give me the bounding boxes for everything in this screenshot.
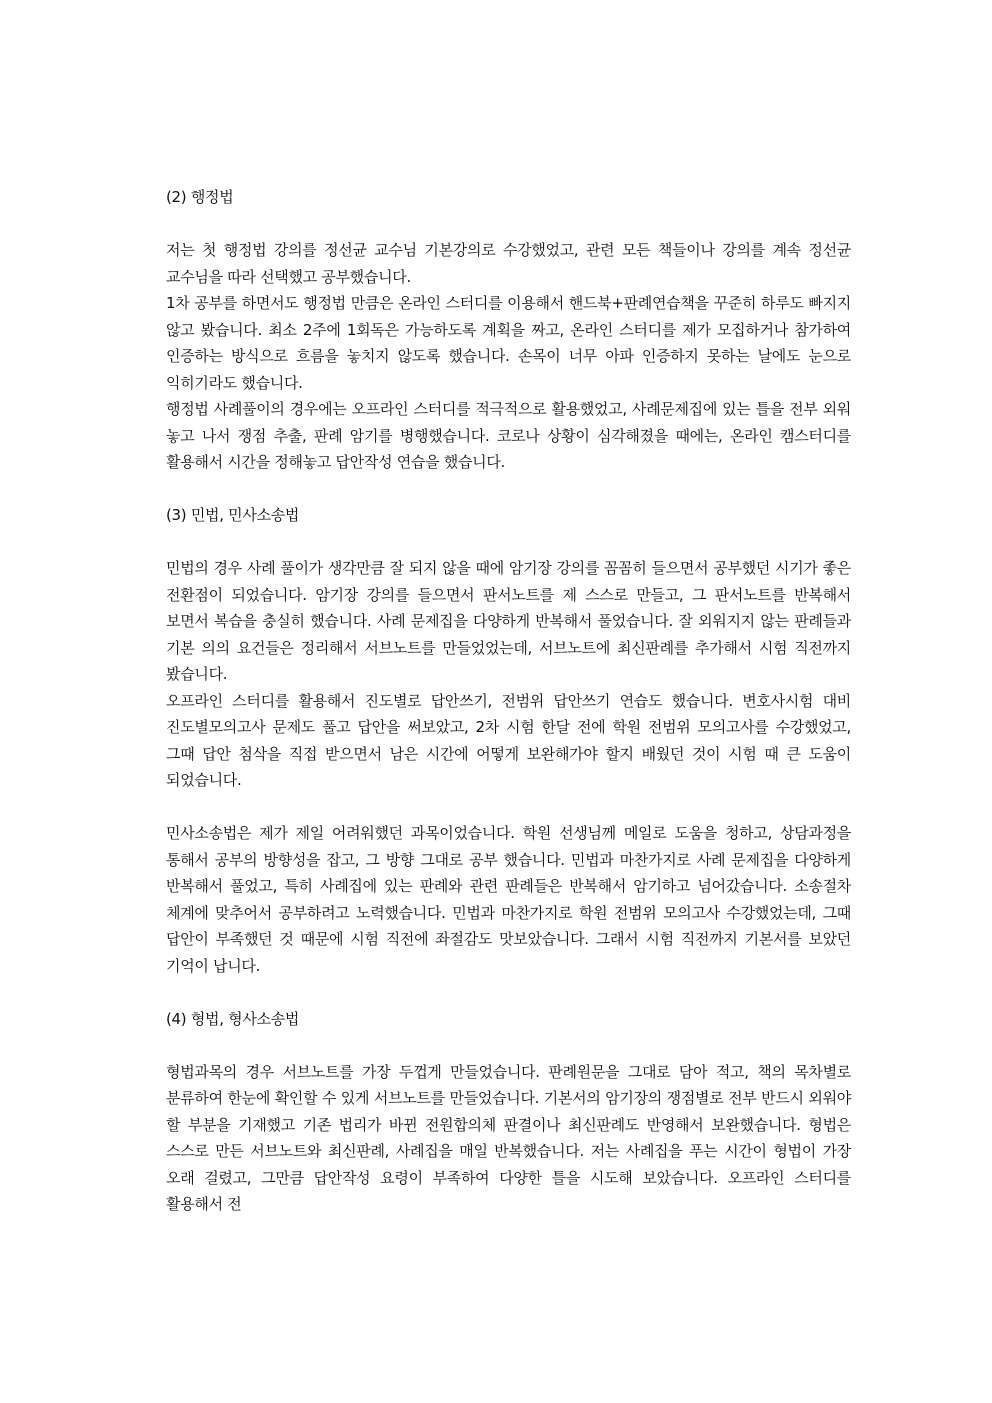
spacer	[166, 794, 851, 821]
spacer	[166, 1032, 851, 1059]
spacer	[166, 476, 851, 503]
section-heading-criminal-law: (4) 형법, 형사소송법	[166, 1009, 300, 1028]
paragraph: 저는 첫 행정법 강의를 정선균 교수님 기본강의로 수강했었고, 관련 모든 책들이나 강의를 계속 정선균 교수님을 따라 선택했고 공부했습니다.	[166, 241, 851, 286]
section-heading-civil-law: (3) 민법, 민사소송법	[166, 506, 300, 524]
paragraph: 오프라인 스터디를 활용해서 진도별로 답안쓰기, 전범위 답안쓰기 연습도 했습니다. 변호사시험 대비 진도별모의고사 문제도 풀고 답안을 써보았고, 2차 시험 한달 전에 학원 전범위 모의고사를 수강했었고, 그때 답안 첨삭을 직접 받으면서 남은 시간에 어떻게 보완해가야 할지 배웠던 것이 시험 때 큰 도움이 되었습니다.	[166, 691, 851, 789]
paragraph: 민법의 경우 사례 풀이가 생각만큼 잘 되지 않을 때에 암기장 강의를 꼼꼼히 들으면서 공부했던 시기가 좋은 전환점이 되었습니다. 암기장 강의를 들으면서 판서노트를 제 스스로 만들고, 그 판서노트를 반복해서 보면서 복습을 충실히 했습니다. 사례 문제집을 다양하게 반복해서 풀었습니다. 잘 외워지지 않는 판례들과 기본 의의 요건들은 정리해서 서브노트를 만들었었는데, 서브노트에 최신판례를 추가해서 시험 직전까지 봤습니다.	[166, 559, 851, 683]
document-page	[166, 184, 851, 1218]
spacer	[166, 979, 851, 1006]
paragraph: 행정법 사례풀이의 경우에는 오프라인 스터디를 적극적으로 활용했었고, 사례문제집에 있는 틀을 전부 외워 놓고 나서 쟁점 추출, 판례 암기를 병행했습니다. 코로나 상황이 심각해졌을 때에는, 온라인 캠스터디를 활용해서 시간을 정해놓고 답안작성 연습을 했습니다.	[166, 400, 851, 471]
paragraph: 형법과목의 경우 서브노트를 가장 두껍게 만들었습니다. 판례원문을 그대로 담아 적고, 책의 목차별로 분류하여 한눈에 확인할 수 있게 서브노트를 만들었습니다. 기본서의 암기장의 쟁점별로 전부 반드시 외워야 할 부분을 기재했고 기존 법리가 바뀐 전원합의체 판결이나 최신판례도 반영해서 보완했습니다. 형법은 스스로 만든 서브노트와 최신판례, 사례집을 매일 반복했습니다. 저는 사례집을 푸는 시간이 형법이 가장 오래 걸렸고, 그만큼 답안작성 요령이 부족하여 다양한 틀을 시도해 보았습니다. 오프라인 스터디를 활용해서 전	[166, 1062, 851, 1213]
paragraph: 민사소송법은 제가 제일 어려워했던 과목이었습니다. 학원 선생님께 메일로 도움을 청하고, 상담과정을 통해서 공부의 방향성을 잡고, 그 방향 그대로 공부 했습니다. 민법과 마찬가지로 사례 문제집을 다양하게 반복해서 풀었고, 특히 사례집에 있는 판례와 관련 판례들은 반복해서 암기하고 넘어갔습니다. 소송절차 체계에 맞추어서 공부하려고 노력했습니다. 민법과 마찬가지로 학원 전범위 모의고사 수강했었는데, 그때 답안이 부족했던 것 때문에 시험 직전에 좌절감도 맛보았습니다. 그래서 시험 직전까지 기본서를 보았던 기억이 납니다.	[166, 824, 851, 975]
spacer	[166, 529, 851, 556]
paragraph: 1차 공부를 하면서도 행정법 만큼은 온라인 스터디를 이용해서 핸드북+판례연습책을 꾸준히 하루도 빠지지 않고 봤습니다. 최소 2주에 1회독은 가능하도록 계획을 짜고, 온라인 스터디를 제가 모집하거나 참가하여 인증하는 방식으로 흐름을 놓치지 않도록 했습니다. 손목이 너무 아파 인증하지 못하는 날에도 눈으로 익히기라도 했습니다.	[166, 294, 851, 392]
section-heading-administrative-law: (2) 행정법	[166, 188, 234, 206]
spacer	[166, 211, 851, 238]
